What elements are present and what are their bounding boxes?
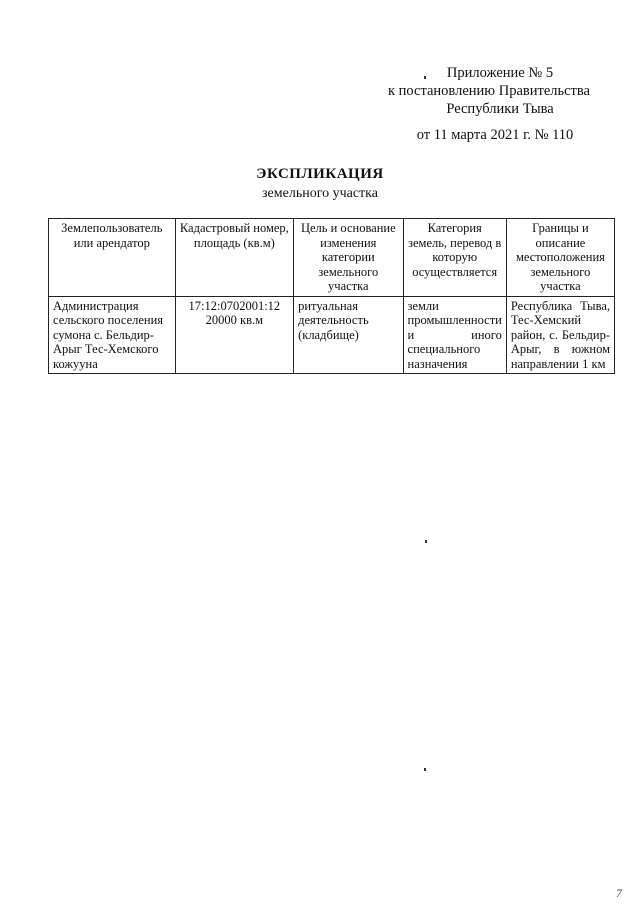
table-header-row <box>49 219 615 297</box>
appendix-line-3: Республики Тыва <box>446 101 554 117</box>
page-number: 7 <box>616 886 622 900</box>
scan-speck <box>425 540 427 543</box>
cell-user: Администрация сельского поселения сумона с. Бельдир-Арыг Тес-Хемского кожууна <box>49 296 176 374</box>
table-row <box>49 296 615 374</box>
explication-table <box>48 218 615 374</box>
cadastral-number: 17:12:0702001:12 <box>188 298 281 313</box>
header-location: Границы и описание местоположения земельного участка <box>506 219 614 297</box>
appendix-date: от 11 марта 2021 г. № 110 <box>416 127 574 143</box>
header-purpose: Цель и основание изменения категории земельного участка <box>294 219 403 297</box>
plot-area: 20000 кв.м <box>205 313 264 327</box>
cell-purpose: ритуальная деятельность (кладбище) <box>294 296 403 374</box>
appendix-line-2: к постановлению Правительства <box>388 83 590 99</box>
header-cadastral: Кадастровый номер, площадь (кв.м) <box>175 219 293 297</box>
cell-category: земли промышленности и иного специального назначения <box>403 296 506 374</box>
cell-location: Республика Тыва, Тес-Хемский район, с. Бельдир-Арыг, в южном направлении 1 км <box>506 296 614 374</box>
document-title: ЭКСПЛИКАЦИЯ <box>256 166 384 182</box>
appendix-line-1: Приложение № 5 <box>446 65 554 81</box>
scan-speck <box>424 76 426 79</box>
header-category: Категория земель, перевод в которую осуществляется <box>403 219 506 297</box>
document-subtitle: земельного участка <box>262 186 378 201</box>
cell-cadastral-area <box>175 296 293 374</box>
header-user: Землепользователь или арендатор <box>49 219 176 297</box>
scan-speck <box>424 768 426 771</box>
